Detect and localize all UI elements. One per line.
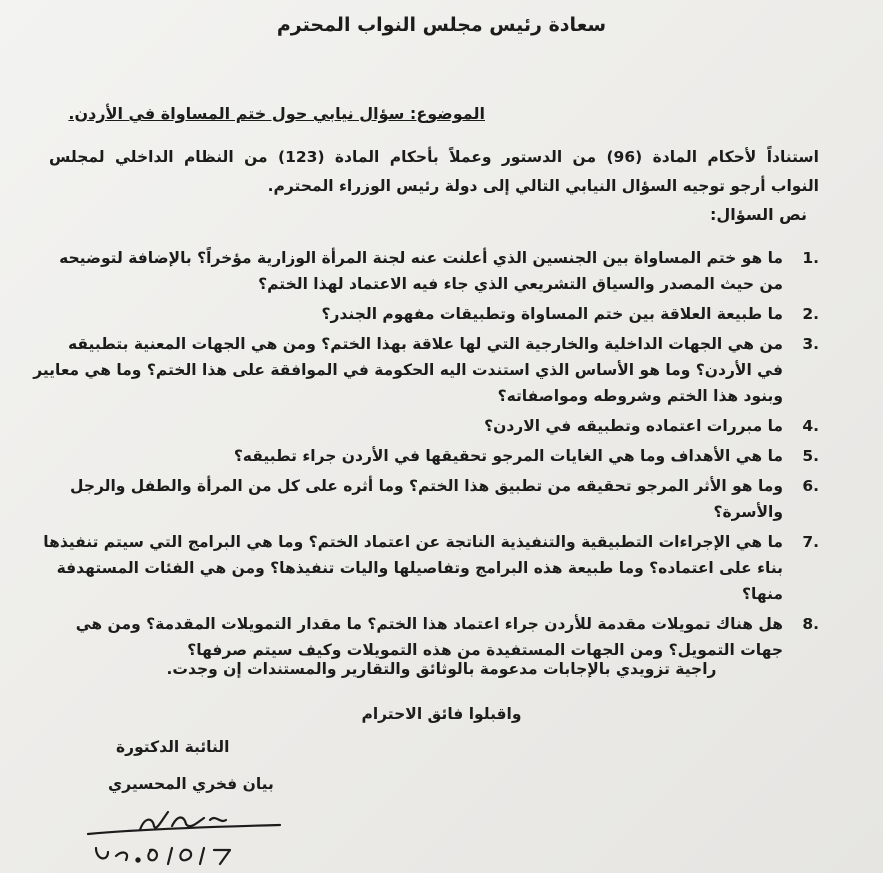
question-number: 3. bbox=[802, 335, 819, 353]
question-item bbox=[43, 529, 819, 607]
question-item bbox=[33, 331, 819, 409]
question-line: ما طبيعة العلاقة بين ختم المساواة وتطبيقات مفهوم الجندر؟ bbox=[321, 305, 783, 323]
question-item bbox=[77, 413, 819, 439]
handwritten-signature bbox=[80, 800, 290, 873]
question-line: هل هناك تمويلات مقدمة للأردن جراء اعتماد هذا الختم؟ ما مقدار التمويلات المقدمة؟ ومن هي bbox=[75, 615, 783, 633]
question-number: 8. bbox=[802, 615, 819, 633]
regards-line: واقبلوا فائق الاحترام bbox=[361, 705, 522, 723]
question-number: 4. bbox=[802, 417, 819, 435]
question-item bbox=[77, 611, 819, 663]
question-item bbox=[77, 443, 819, 469]
signatory-name: بيان فخري المحسيري bbox=[108, 775, 274, 793]
question-item bbox=[69, 473, 819, 525]
question-line: من هي الجهات الداخلية والخارجية التي لها علاقة بهذا الختم؟ ومن هي الجهات المعنية بتطبيقه bbox=[68, 335, 783, 353]
question-number: 2. bbox=[802, 305, 819, 323]
question-number: 1. bbox=[802, 249, 819, 267]
question-line: بناء على اعتماده؟ وما طبيعة هذه البرامج وتفاصيلها واليات تنفيذها؟ ومن هي الفئات المستهدفة bbox=[56, 559, 783, 577]
question-line: وما هو الأثر المرجو تحقيقه من تطبيق هذا الختم؟ وما أثره على كل من المرأة والطفل والرجل bbox=[69, 477, 783, 495]
signatory-title: النائبة الدكتورة bbox=[116, 738, 230, 756]
question-line: والأسرة؟ bbox=[713, 503, 783, 521]
questions-list bbox=[33, 245, 819, 667]
closing-request: راجية تزويدي بالإجابات مدعومة بالوثائق والتقارير والمستندات إن وجدت. bbox=[166, 660, 717, 678]
question-line: ما مبررات اعتماده وتطبيقه في الاردن؟ bbox=[484, 417, 783, 435]
question-item bbox=[59, 245, 819, 297]
question-number: 6. bbox=[802, 477, 819, 495]
question-line: ما هي الأهداف وما هي الغايات المرجو تحقيقها في الأردن جراء تطبيقه؟ bbox=[233, 447, 783, 465]
question-line: جهات التمويل؟ ومن الجهات المستفيدة من هذه التمويلات وكيف سيتم صرفها؟ bbox=[187, 641, 783, 659]
question-line: وبنود هذا الختم وشروطه ومواصفاته؟ bbox=[497, 387, 783, 405]
letter-title: سعادة رئيس مجلس النواب المحترم bbox=[276, 14, 607, 36]
intro-line: استناداً لأحكام المادة (96) من الدستور وعملاً بأحكام المادة (123) من النظام الداخلي لمجلس bbox=[49, 148, 819, 166]
intro-paragraph bbox=[49, 143, 819, 201]
intro-line: النواب أرجو توجيه السؤال النيابي التالي إلى دولة رئيس الوزراء المحترم. bbox=[267, 177, 819, 195]
question-line: ما هو ختم المساواة بين الجنسين الذي أعلنت عنه لجنة المرأة الوزارية مؤخراً؟ بالإضافة لتوضيحه bbox=[59, 249, 783, 267]
questions-heading: نص السؤال: bbox=[710, 205, 807, 224]
question-line: ما هي الإجراءات التطبيقية والتنفيذية الناتجة عن اعتماد الختم؟ وما هي البرامج التي سيتم تنفيذها bbox=[43, 533, 783, 551]
question-item bbox=[77, 301, 819, 327]
question-line: منها؟ bbox=[742, 585, 783, 603]
question-line: من حيث المصدر والسياق التشريعي الذي جاء فيه الاعتماد لهذا الختم؟ bbox=[258, 275, 783, 293]
question-number: 5. bbox=[802, 447, 819, 465]
letter-subject: الموضوع: سؤال نيابي حول ختم المساواة في الأردن. bbox=[68, 104, 485, 123]
question-line: في الأردن؟ وما هو الأساس الذي استندت اليه الحكومة في الموافقة على هذا الختم؟ وما هي معايير bbox=[33, 361, 783, 379]
question-number: 7. bbox=[802, 533, 819, 551]
